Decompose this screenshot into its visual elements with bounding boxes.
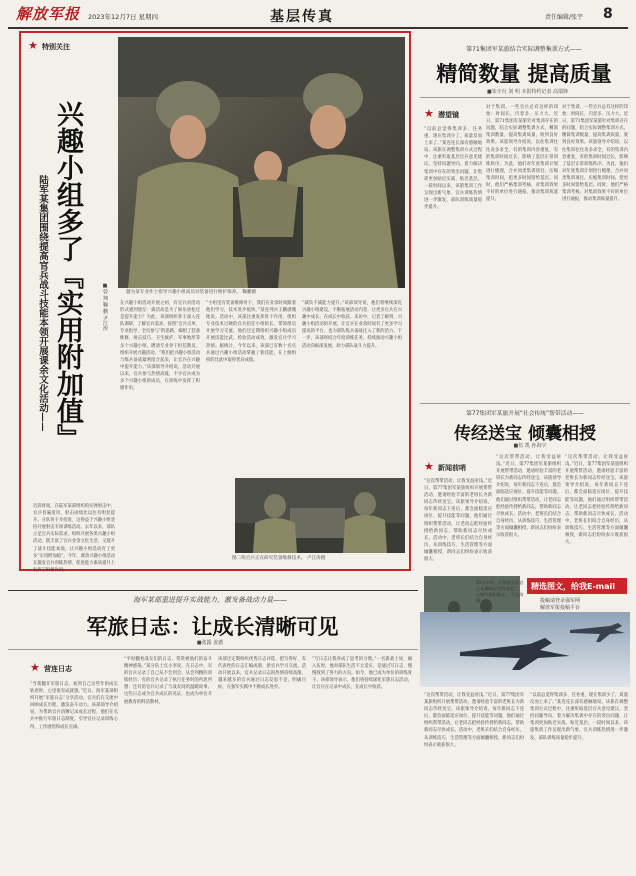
right-bottom-col: “这次帮带活动，让我受益匪浅。”近日，第77集团军某旅组织开展帮带活动，邀请经验丰富的老班长为新同志传经送宝。该旅领导介绍说，每年新同志下连后，都会面临适应岗位、提升技能等问题，他们通过组织帮带活动，让老同志把经验传授给新同志，帮助新同志尽快成长。活动中，老班长们结合自身经历，从训练技巧、生活管理等方面倾囊相授，新同志们纷纷表示收获很大。 bbox=[424, 693, 524, 748]
bottom-col2: “平时翻看战友们的日志，常常被他们的奋斗精神感染。”某分队士官小李说。在日志中，有的官兵记录了自己从不会到会、从会到精的训练经历；有的官兵记录了执行任务时的所思所想；还有的官兵记录了与战友间的温暖故事。这些日志成为官兵成长的见证，也成为单位开展教育的鲜活教材。 bbox=[124, 657, 212, 705]
right-bottom-col2: “以前总觉得集训多、任务重，现在集训少了，质量反而上来了。”某连连长深有感触地说。该旅在调整集训方式过程中，注重听取基层官兵意见建议，坚持问题导向，着力解决集训中存在的突出问题，让集训更加贴近实战、贴近基层。一段时间以来，该旅集训工作呈现出新气象，官兵训练热情进一步激发，部队训练质量稳步提升。 bbox=[530, 693, 628, 741]
ad-line1: 投稿请登录强军网 bbox=[540, 598, 581, 604]
photo-soldiers-repairing-image bbox=[235, 478, 405, 553]
article2-kicker: 第77集团军某旅开展“社会传统”帮带活动—— bbox=[466, 411, 584, 417]
column-tab-body: “以前总觉得集训多、任务重，现在集训少了，质量反而上来了。”某连连长深有感触地说。该旅在调整集训方式过程中，注重听取基层官兵意见建议，坚持问题导向，着力解决集训中存在的突出问题，让集训更加贴近实战、贴近基层。一段时间以来，该旅集训工作呈现出新气象，官兵训练热情进一步激发，部队训练质量稳步提升。 bbox=[424, 127, 482, 211]
photo-soldiers-equipment bbox=[118, 37, 405, 288]
photo-soldiers-equipment-image bbox=[118, 37, 405, 288]
email-banner[interactable] bbox=[527, 578, 627, 594]
star-emblem-icon: ★ bbox=[424, 460, 434, 473]
issue-date: 2023年12月7日 星期四 bbox=[88, 13, 159, 21]
star-emblem-icon: ★ bbox=[424, 107, 434, 120]
photo-fighter-jets bbox=[420, 612, 630, 687]
feature-body-col2: 在兴趣小组活动开展之初，有官兵对活动形式感到迷茫：搞活动是为了娱乐放松还是提升能力？为此，该部组织骨干深入连队调研，了解官兵需求，按照“官兵点单、专业指导、全员参与”的思路，编组了装备维修、射击技巧、卫生救护、军事地形等多个兴趣小组，聘请专业骨干担任教员，组织开展兴趣活动。“我们把兴趣小组活动与练兵备战紧密结合起来，让官兵在兴趣中提升能力。”该部领导介绍说。活动开展以来，官兵参与热情高涨，不少官兵成为多个兴趣小组的成员，在训练中发挥了积极作用。 bbox=[120, 301, 200, 392]
bottom-tag-label: 营连日志 bbox=[44, 665, 72, 673]
bottom-kicker: 海军某部重进提升实战能力，激发备战动力量—— bbox=[133, 596, 287, 604]
article2-headline: 传经送宝 倾囊相授 bbox=[454, 424, 596, 444]
bottom-section-rule bbox=[8, 590, 418, 591]
article1-headline: 精简数量 提高质量 bbox=[436, 61, 612, 86]
article2-byline: ■伍 凯 孙海宇 bbox=[513, 443, 547, 449]
photo-fighter-jets-image bbox=[420, 612, 630, 687]
feature-headline: 兴趣小组多了『实用附加值』 bbox=[52, 100, 83, 451]
bottom-headline: 军旅日志：让成长清晰可见 bbox=[86, 614, 339, 639]
email-banner-text: 精选图文，给我E-mail bbox=[531, 582, 616, 591]
masthead-rule bbox=[8, 27, 628, 29]
feature-deck: 陆军某集团围绕提高官兵战斗技能本领开展课余文化活动—— bbox=[37, 175, 48, 432]
article2-body-cont2: “这次帮带活动，让我受益匪浅。”近日，第77集团军某旅组织开展帮带活动，邀请经验丰富的老班长为新同志传经送宝。该旅领导介绍说，每年新同志下连后，都会面临适应岗位、提升技能等问题，他们通过组织帮带活动，让老同志把经验传授给新同志，帮助新同志尽快成长。活动中，老班长们结合自身经历，从训练技巧、生活管理等方面倾囊相授，新同志们纷纷表示收获很大。 bbox=[565, 455, 628, 546]
photo3-caption-side: 11月中旬，武警某支队官兵在确保安全的前提下，在野外组织练兵。 马文涛摄 bbox=[476, 580, 524, 603]
bottom-col3: 该部还定期组织优秀日志评选，把写得好、有代表性的日志汇编成册，供官兵学习交流。活动开展以来，官兵记录日志的热情持续高涨，越来越多的官兵通过日志反思不足、明确目标，在强军实践中不断成长进步。 bbox=[218, 657, 306, 691]
article2-body: “这次帮带活动，让我受益匪浅。”近日，第77集团军某旅组织开展帮带活动，邀请经验丰富的老班长为新同志传经送宝。该旅领导介绍说，每年新同志下连后，都会面临适应岗位、提升技能等问题，他们通过组织帮带活动，让老同志把经验传授给新同志，帮助新同志尽快成长。活动中，老班长们结合自身经历，从训练技巧、生活管理等方面倾囊相授，新同志们纷纷表示收获很大。 bbox=[424, 479, 492, 563]
section-title: 基层传真 bbox=[270, 9, 334, 25]
page-number: 8 bbox=[603, 6, 613, 22]
bottom-byline-rule bbox=[8, 649, 418, 650]
masthead bbox=[0, 0, 636, 28]
bottom-col1: “当我翻开军旅日志，看到自己这些年的成长轨迹时，心里很有成就感。”近日，海军某部组织开展“军旅日志”分享活动，官兵们在交流中回顾成长历程，激发奋斗动力。该部领导介绍说，为帮助官兵清晰记录成长过程，他们在官兵中推行军旅日志制度，引导官兵记录训练心得、工作感悟和成长点滴。 bbox=[30, 682, 118, 730]
article1-body-cont: 对于集训，一些官兵总有这样的印象：时间长、内容多、压力大。近日，第71集团军某旅针对集训存在的问题，结合实际调整集训方式，精简集训数量，提高集训质量，收到良好效果。该旅领导介绍说，以往集训往往贪多求全，有的集训内容重复，有的集训时间过长，影响了基层正常训练秩序。为此，他们对年度集训计划进行梳理，合并同类集训项目，压缩集训时间，把更多时间留给基层。同时，他们严格集训考核，对集训效果不好的单位进行通报，推动集训质量提升。 bbox=[562, 105, 628, 203]
feature-byline: ■曾 翔 鞠 鹏 尹江涛 bbox=[102, 283, 108, 331]
feature-tag-label: 特别关注 bbox=[42, 43, 70, 51]
photo2-caption: 图二组官兵正在研究装备维修技术。 卢江涛摄 bbox=[232, 556, 326, 561]
photo1-caption: 题为某专业作士指导兴趣小组成员对装备进行维护保养。 鞠鹏摄 bbox=[126, 290, 257, 295]
feature-body-col1: 近段时间，在陆军某部组织的实弹射击中，官兵普遍适用，射击成绩比以往有明显提升。分队骨干介绍说，这得益于兴趣小组坚持开展射击专项训练活动。去年以来，部队立足官兵实际需求，组织开展各类兴趣小组活动，既丰富了官兵业余文化生活，又提升了战斗技能本领，让兴趣小组活动有了更多“实用附加值”。今年，课余兴趣小组活动在激发官兵训练热情、促进能力素质提升上发挥了积极作用。 bbox=[33, 504, 115, 573]
editor-credit: 责任编辑/张宇 bbox=[545, 14, 584, 21]
bottom-byline: ■张露 姜德 bbox=[196, 640, 224, 646]
star-emblem-icon: ★ bbox=[30, 661, 40, 674]
bottom-col4: “写日志让我养成了思考的习惯。”一名新战士说，刚入伍时，他对部队生活不太适应，是通过写日志，慢慢找到了努力的方向。如今，他已成为单位的训练骨干。该部领导表示，他们将持续深化军旅日志活动，让官兵在记录中成长，在成长中收获。 bbox=[312, 657, 412, 691]
article1-body: 对于集训，一些官兵总有这样的印象：时间长、内容多、压力大。近日，第71集团军某旅针对集训存在的问题，结合实际调整集训方式，精简集训数量，提高集训质量，收到良好效果。该旅领导介绍说，以往集训往往贪多求全，有的集训内容重复，有的集训时间过长，影响了基层正常训练秩序。为此，他们对年度集训计划进行梳理，合并同类集训项目，压缩集训时间，把更多时间留给基层。同时，他们严格集训考核，对集训效果不好的单位进行通报，推动集训质量提升。 bbox=[486, 105, 558, 203]
article1-byline: ■朱宇台 刘 明 本报特约记者 高瑞锋 bbox=[486, 89, 569, 95]
article2-rule bbox=[420, 403, 630, 404]
article2-body-cont: “这次帮带活动，让我受益匪浅。”近日，第77集团军某旅组织开展帮带活动，邀请经验丰富的老班长为新同志传经送宝。该旅领导介绍说，每年新同志下连后，都会面临适应岗位、提升技能等问题，他们通过组织帮带活动，让老同志把经验传授给新同志，帮助新同志尽快成长。活动中，老班长们结合自身经历，从训练技巧、生活管理等方面倾囊相授，新同志们纷纷表示收获很大。 bbox=[496, 455, 561, 539]
news-tag-label: 新闻前哨 bbox=[438, 464, 466, 472]
article1-rule bbox=[420, 97, 630, 98]
newspaper-logo: 解放军报 bbox=[16, 5, 81, 23]
article1-kicker: 第71集团军某旅结合实际调整集训方式—— bbox=[466, 46, 582, 53]
column-tab-label: 潜望镜 bbox=[438, 111, 459, 119]
star-emblem-icon: ★ bbox=[28, 39, 38, 52]
feature-body-col3: “小组里有装备维修骨干，我们在业余时间跟着他们学习，技术进步很快。”某连列兵王鹏感慨地说。活动中，该部注重发挥骨干作用，组织专业技术过硬的官兵担任小组组长，带领组员开展学习交流。他们还定期组织兴趣小组成员开展技能比武，检验活动成效，激发官兵学习热情。据统计，今年以来，该部已有数十名官兵通过兴趣小组活动掌握了新技能，在上级组织的比武中取得优异成绩。 bbox=[206, 301, 296, 363]
photo-soldiers-repairing bbox=[235, 478, 405, 553]
ad-line2: 解放军报投稿平台 bbox=[540, 605, 581, 611]
feature-body-col4: “减负不减能力提升。”该部领导说，他们将继续深化兴趣小组建设，不断拓展活动内容，让更多官兵在兴趣中成长，在成长中收获。采访中，记者了解到，兴趣小组活动的开展，让官兵在业余时间有了更多学习提高的平台，也为部队练兵备战注入了新的活力。下一步，该部将结合年度训练任务，持续推动兴趣小组活动向纵深发展，助力部队战斗力提升。 bbox=[302, 301, 402, 349]
